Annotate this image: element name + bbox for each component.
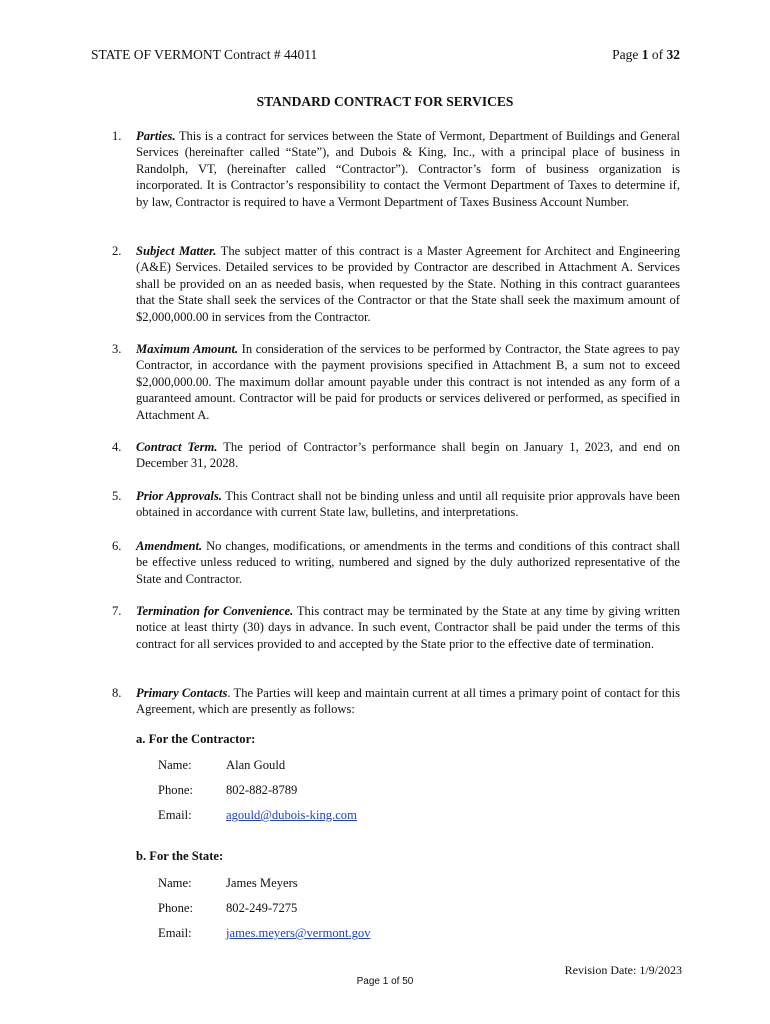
document-page: STATE OF VERMONT Contract # 44011 Page 1 of 32 STANDARD CONTRACT FOR SERVICES 1. Parties. This is a contract for services between the State of Vermont, Department of Buildings and General Services (hereinafter called “State”), and Dubois & King, Inc., with a principal place of business in Randolph, VT, (hereinafter called “Contractor”). Contractor’s form of business organization is incorporated. It is Contractor’s responsibility to contact the Vermont Department of Taxes to determine if, by law, Contractor is required to have a Vermont Department of Taxes Business Account Number. 2. Subject Matter. The subject matter of this contract is a Master Agreement for Architect and Engineering (A&E) Services. Detailed services to be provided by Contractor are described in Attachment A. Services shall be provided on an as needed basis, when requested by the State. Nothing in this contract guarantees that the State shall seek the services of the Contractor or that the State shall seek the maximum amount of $2,000,000.00 in services from the Contractor. 3. Maximum Amount. In consideration of the services to be performed by Contractor, the State agrees to pay Contractor, in accordance with the payment provisions specified in Attachment B, a sum not to exceed $2,000,000.00. The maximum dollar amount payable under this contract is not intended as any form of a guaranteed amount. Contractor will be paid for products or services delivered or performed, as specified in Attachment A. 4. Contract Term. The period of Contractor’s performance shall begin on January 1, 2023, and end on December 31, 2028. 5. Prior Approvals. This Contract shall not be binding unless and until all requisite prior approvals have been obtained in accordance with current State law, bulletins, and interpretations. 6. Amendment. No changes, modifications, or amendments in the terms and conditions of this contract shall be effective unless reduced to writing, numbered and signed by the duly authorized representative of the State and Contractor. 7. Termination for Convenience. This contract may be terminated by the State at any time by giving written notice at least thirty (30) days in advance. In such event, Contractor shall be paid under the terms of this contract for all services provided to and accepted by the State prior to the effective date of termination. 8. Primary Contacts. The Parties will keep and maintain current at all times a primary point of contact for this Agreement, which are presently as follows: a. For the Contractor: Name: Alan Gould Phone: 802-882-8789 Email: agould@dubois-king.com b. For the State: Name: James Meyers Phone: 802-249-7275 Email: james.meyers@vermont.gov Revision Date: 1/9/2023 Page 1 of 50 (0, 0, 770, 1024)
section-maximum-amount: 3. Maximum Amount. In consideration of the services to be performed by Contractor, the State agrees to pay Contractor, in accordance with the payment provisions specified in Attachment B, a sum not to exceed $2,000,000.00. The maximum dollar amount payable under this contract is not intended as any form of a guaranteed amount. Contractor will be paid for products or services delivered or performed, as specified in Attachment A. (112, 342, 681, 422)
state-heading: b. For the State: (136, 849, 224, 863)
document-title: STANDARD CONTRACT FOR SERVICES (256, 94, 514, 109)
state-name: James Meyers (226, 876, 298, 890)
section-termination: 7. Termination for Convenience. This contract may be terminated by the State at any time by giving written notice at least thirty (30) days in advance. In such event, Contractor shall be paid under the terms of this contract for all services provided to and accepted by the State prior to the effective date of termination. (112, 604, 680, 651)
header-page-number: Page 1 of 32 (612, 47, 680, 62)
section-contract-term: 4. Contract Term. The period of Contractor’s performance shall begin on January 1, 2023, and end on December 31, 2028. (112, 440, 680, 471)
header-contract-id: STATE OF VERMONT Contract # 44011 (91, 47, 318, 62)
section-parties: 1. Parties. This is a contract for services between the State of Vermont, Department of Buildings and General Services (hereinafter called “State”), and Dubois & King, Inc., with a principal place of business in Randolph, VT, (hereinafter called “Contractor”). Contractor’s form of business organization is incorporated. It is Contractor’s responsibility to contact the Vermont Department of Taxes to determine if, by law, Contractor is required to have a Vermont Department of Taxes Business Account Number. (112, 129, 680, 209)
footer-page-number: Page 1 of 50 (356, 976, 414, 987)
contractor-heading: a. For the Contractor: (136, 732, 256, 746)
section-subject-matter: 2. Subject Matter. The subject matter of this contract is a Master Agreement for Architect and Engineering (A&E) Services. Detailed services to be provided by Contractor are described in Attachment A. Services shall be provided on an as needed basis, when requested by the State. Nothing in this contract guarantees that the State shall seek the services of the Contractor or that the State shall seek the maximum amount of $2,000,000.00 in services from the Contractor. (112, 244, 681, 324)
revision-date: Revision Date: 1/9/2023 (564, 963, 682, 977)
section-prior-approvals: 5. Prior Approvals. This Contract shall not be binding unless and until all requisite prior approvals have been obtained in accordance with current State law, bulletins, and interpretations. (112, 489, 680, 520)
section-primary-contacts: 8. Primary Contacts. The Parties will keep and maintain current at all times a primary point of contact for this Agreement, which are presently as follows: (112, 686, 680, 717)
contractor-name: Alan Gould (226, 758, 286, 772)
contractor-email-link[interactable]: agould@dubois-king.com (226, 808, 357, 822)
state-phone: 802-249-7275 (226, 901, 298, 915)
section-amendment: 6. Amendment. No changes, modifications, or amendments in the terms and conditions of this contract shall be effective unless reduced to writing, numbered and signed by the duly authorized representative of the State and Contractor. (112, 539, 680, 586)
state-email-link[interactable]: james.meyers@vermont.gov (226, 926, 371, 940)
contractor-phone: 802-882-8789 (226, 783, 298, 797)
